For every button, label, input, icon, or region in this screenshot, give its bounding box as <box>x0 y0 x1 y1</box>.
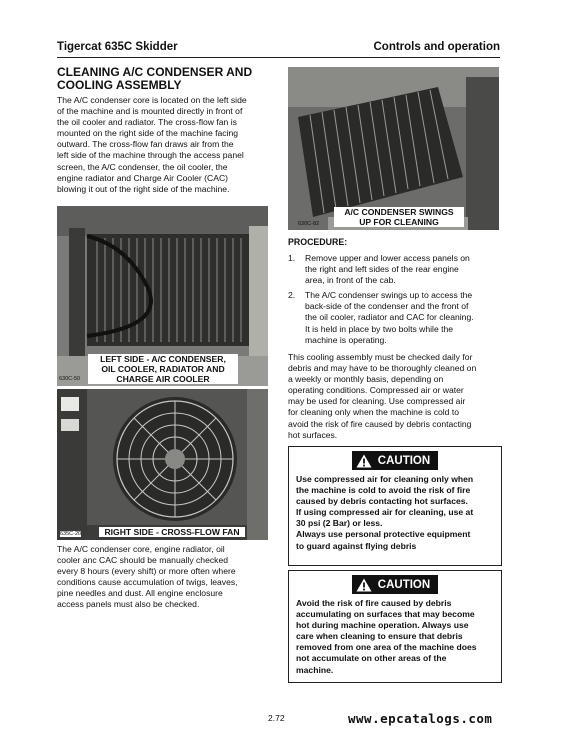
doc-title: Tigercat 635C Skidder <box>57 41 178 53</box>
text-line: avoid the risk of fire caused by debris contacting <box>288 418 472 429</box>
caution-label: CAUTION <box>377 578 431 591</box>
text-line: hot surfaces. <box>288 429 338 440</box>
text-line: care when cleaning to ensure that debris <box>296 631 463 642</box>
text-line: outward. The cross-flow fan draws air from the <box>57 139 234 150</box>
text-line: Remove upper and lower access panels on <box>305 253 470 263</box>
text-line: blowing it out of the right side of the machine. <box>57 183 230 194</box>
caution-text <box>289 594 501 676</box>
text-line: conditions cause accumulation of twigs, leaves, <box>57 577 238 588</box>
caution-title <box>289 575 501 594</box>
text-line: engine radiator and Charge Air Cooler (CAC) <box>57 172 229 183</box>
photo-id: 630C-82 <box>298 221 320 227</box>
text-line: The A/C condenser core, engine radiator, oil <box>57 544 225 554</box>
condenser-swing-up-photo <box>288 67 499 230</box>
caution-box <box>288 570 502 683</box>
page-number: 2.72 <box>268 713 285 723</box>
section-title <box>57 66 287 92</box>
text-line: the right and left sides of the rear engine <box>305 264 459 275</box>
text-line: This cooling assembly must be checked daily for <box>288 352 473 362</box>
text-line: to guard against flying debris <box>296 540 417 551</box>
step-number: 2. <box>288 290 296 301</box>
text-line: accumulating on surfaces that may become <box>296 609 475 620</box>
text-line: caused by debris contacting hot surfaces. <box>296 496 468 507</box>
text-line: back-side of the condenser and the front of <box>305 301 469 312</box>
text-line: hot during machine operation. Always use <box>296 620 469 631</box>
inspection-paragraph <box>57 544 287 611</box>
photo-caption: RIGHT SIDE - CROSS-FLOW FAN <box>99 527 245 537</box>
text-line: The A/C condenser swings up to access the <box>305 290 473 301</box>
text-line: debris and may have to be thoroughly cleaned on <box>288 363 477 374</box>
text-line: a weekly or monthly basis, depending on <box>288 374 444 385</box>
text-line: Use compressed air for cleaning only when <box>296 474 474 484</box>
caption-line: LEFT SIDE - A/C CONDENSER, <box>100 354 226 364</box>
text-line: cooler anc CAC should be manually checked <box>57 555 229 566</box>
text-line: 30 psi (2 Bar) or less. <box>296 518 383 529</box>
section-title-line: COOLING ASSEMBLY <box>57 78 182 92</box>
caption-line: UP FOR CLEANING <box>359 217 439 227</box>
text-line: for cleaning only when the machine is cold to <box>288 407 460 418</box>
caution-banner <box>352 451 438 470</box>
section-title-line: CLEANING A/C CONDENSER AND <box>57 65 253 79</box>
caption-line: A/C CONDENSER SWINGS <box>344 207 454 217</box>
text-line: the oil cooler, radiator and CAC for cleaning. <box>305 312 474 323</box>
section-name: Controls and operation <box>373 41 500 53</box>
text-line: not accumulate on other areas of the <box>296 653 447 664</box>
step-number: 1. <box>288 253 296 263</box>
text-line: The A/C condenser core is located on the left side <box>57 95 247 105</box>
caution-label: CAUTION <box>377 454 431 467</box>
text-line: left side of the machine through the access panel <box>57 150 244 161</box>
fan-illustration <box>57 389 268 540</box>
text-line: pine needles and dust. All engine enclosure <box>57 588 223 599</box>
watermark-url[interactable]: www.epcatalogs.com <box>348 711 493 726</box>
caution-banner <box>352 575 438 594</box>
text-line: area, in front of the cab. <box>305 275 396 286</box>
caption-line: CHARGE AIR COOLER <box>116 374 210 384</box>
warning-triangle-icon <box>356 454 372 468</box>
text-line: Always use personal protective equipment <box>296 529 471 540</box>
caution-text <box>289 470 501 552</box>
header-rule <box>57 57 500 58</box>
procedure-step <box>288 290 502 345</box>
text-line: mounted on the right side of the machine facing <box>57 128 239 139</box>
photo-id: 635C-20 <box>60 531 82 537</box>
procedure-list <box>288 253 502 350</box>
text-line: every 8 hours (every shift) or more often where <box>57 566 236 577</box>
text-line: It is held in place by two bolts while the <box>305 323 454 334</box>
procedure-step <box>288 253 502 286</box>
text-line: screen, the A/C condenser, the oil cooler, the <box>57 161 228 172</box>
text-line: removed from one area of the machine does <box>296 642 477 653</box>
text-line: may be used for cleaning. Use compressed air <box>288 396 466 407</box>
text-line: Avoid the risk of fire caused by debris <box>296 598 452 608</box>
cooling-paragraph <box>288 352 502 441</box>
caution-box <box>288 446 502 566</box>
text-line: operating conditions. Compressed air or water <box>288 385 464 396</box>
photo-caption <box>88 354 238 384</box>
procedure-heading: PROCEDURE: <box>288 237 348 247</box>
text-line: the machine is cold to avoid the risk of fire <box>296 485 471 496</box>
text-line: the oil cooler and radiator. The cross-flow fan is <box>57 117 237 128</box>
text-line: machine. <box>296 664 334 675</box>
text-line: machine is operating. <box>305 334 387 345</box>
intro-paragraph <box>57 95 287 195</box>
cross-flow-fan-photo <box>57 389 268 540</box>
text-line: If using compressed air for cleaning, use at <box>296 507 474 518</box>
photo-caption <box>334 207 464 227</box>
caution-title <box>289 451 501 470</box>
photo-id: 630C-50 <box>59 376 81 382</box>
text-line: of the machine and is mounted directly in front of <box>57 106 243 117</box>
warning-triangle-icon <box>356 578 372 592</box>
caption-line: OIL COOLER, RADIATOR AND <box>101 364 225 374</box>
swing-up-illustration <box>288 67 499 230</box>
text-line: access panels must also be checked. <box>57 599 200 610</box>
